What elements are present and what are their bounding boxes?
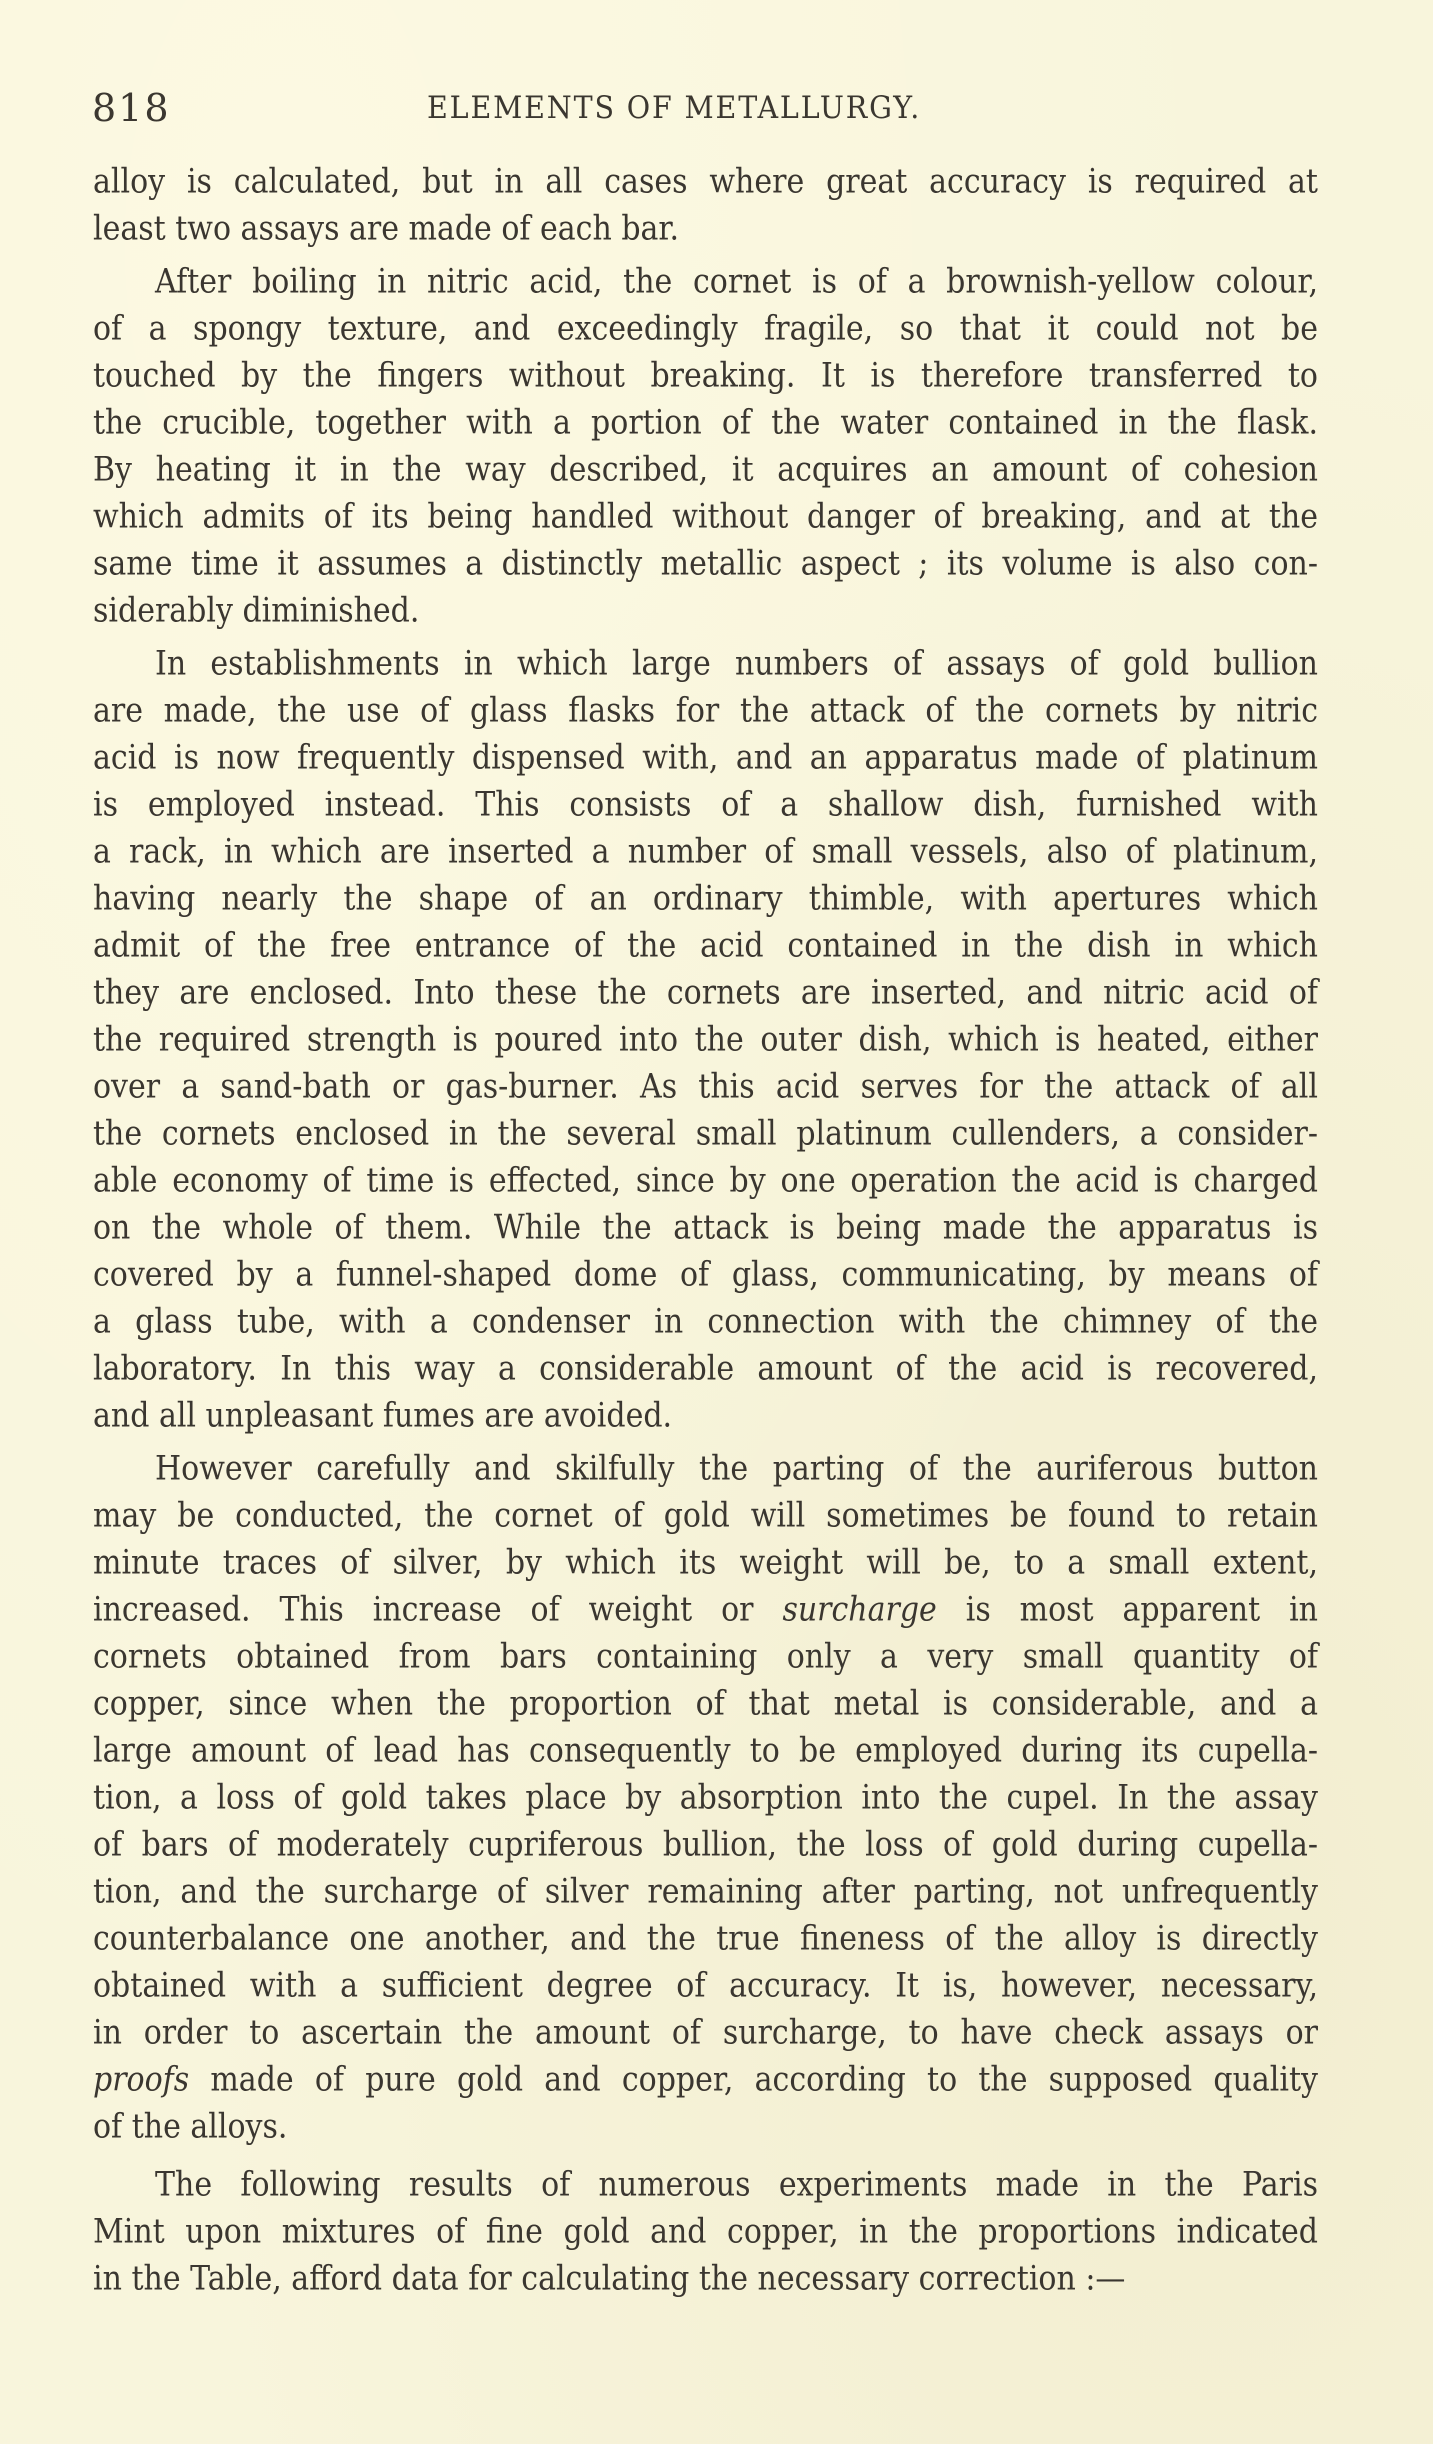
text-line: and all unpleasant fumes are avoided. bbox=[93, 1396, 673, 1436]
text-line: of a spongy texture, and exceedingly fragile, so that it could not be bbox=[93, 309, 1318, 349]
text-line: of bars of moderately cupriferous bullion, the loss of gold during cupella- bbox=[93, 1825, 1318, 1865]
text-line: over a sand-bath or gas-burner. As this acid serves for the attack of all bbox=[93, 1067, 1318, 1107]
text-line: Mint upon mixtures of fine gold and copper, in the proportions indicated bbox=[93, 2212, 1318, 2252]
page-number: 818 bbox=[92, 86, 171, 130]
text-line: counterbalance one another, and the true fineness of the alloy is directly bbox=[93, 1919, 1318, 1959]
text-line: alloy is calculated, but in all cases where great accuracy is required at bbox=[93, 162, 1318, 202]
text-line: the cornets enclosed in the several small platinum cullenders, a consider- bbox=[93, 1114, 1318, 1154]
text-line: in order to ascertain the amount of surcharge, to have check assays or bbox=[93, 2013, 1318, 2053]
text-line: In establishments in which large numbers of assays of gold bullion bbox=[155, 644, 1318, 684]
text-line: The following results of numerous experiments made in the Paris bbox=[155, 2165, 1318, 2205]
text-line: may be conducted, the cornet of gold will sometimes be found to retain bbox=[93, 1496, 1318, 1536]
text-line: which admits of its being handled without danger of breaking, and at the bbox=[93, 497, 1318, 537]
text-line: cornets obtained from bars containing only a very small quantity of bbox=[93, 1637, 1318, 1677]
text-line: tion, a loss of gold takes place by absorption into the cupel. In the assay bbox=[93, 1778, 1318, 1818]
text-line: copper, since when the proportion of that metal is considerable, and a bbox=[93, 1684, 1318, 1724]
text-line: a glass tube, with a condenser in connection with the chimney of the bbox=[93, 1302, 1318, 1342]
text-line: By heating it in the way described, it acquires an amount of cohesion bbox=[93, 450, 1318, 490]
text-line: laboratory. In this way a considerable amount of the acid is recovered, bbox=[93, 1349, 1318, 1389]
text-line: in the Table, afford data for calculating the necessary correction :— bbox=[93, 2259, 1126, 2299]
italic-term: surcharge bbox=[782, 1590, 937, 1630]
running-title: ELEMENTS OF METALLURGY. bbox=[427, 90, 922, 126]
text-line: on the whole of them. While the attack is being made the apparatus is bbox=[93, 1208, 1318, 1248]
text-line: minute traces of silver, by which its weight will be, to a small extent, bbox=[93, 1543, 1318, 1583]
text-line: a rack, in which are inserted a number of small vessels, also of platinum, bbox=[93, 832, 1318, 872]
text-line: able economy of time is effected, since by one operation the acid is charged bbox=[93, 1161, 1318, 1201]
text-line: same time it assumes a distinctly metallic aspect ; its volume is also con- bbox=[93, 544, 1318, 584]
text-line: After boiling in nitric acid, the cornet is of a brownish-yellow colour, bbox=[155, 262, 1318, 302]
text-line: admit of the free entrance of the acid contained in the dish in which bbox=[93, 926, 1318, 966]
text-line: acid is now frequently dispensed with, and an apparatus made of platinum bbox=[93, 738, 1318, 778]
text-line: siderably diminished. bbox=[93, 591, 420, 631]
text-line: is employed instead. This consists of a shallow dish, furnished with bbox=[93, 785, 1318, 825]
text-line: However carefully and skilfully the parting of the auriferous button bbox=[155, 1449, 1318, 1489]
text-line: the crucible, together with a portion of the water contained in the flask. bbox=[93, 403, 1318, 443]
text-line: are made, the use of glass flasks for the attack of the cornets by nitric bbox=[93, 691, 1318, 731]
text-line: tion, and the surcharge of silver remaining after parting, not unfrequently bbox=[93, 1872, 1318, 1912]
text-line: covered by a funnel-shaped dome of glass, communicating, by means of bbox=[93, 1255, 1318, 1295]
text-line: proofs made of pure gold and copper, according to the supposed quality bbox=[93, 2060, 1318, 2100]
text-line: they are enclosed. Into these the cornets are inserted, and nitric acid of bbox=[93, 973, 1318, 1013]
text-line: touched by the fingers without breaking. It is therefore transferred to bbox=[93, 356, 1318, 396]
text-line: increased. This increase of weight or surcharge is most apparent in bbox=[93, 1590, 1318, 1630]
running-head bbox=[92, 86, 1342, 136]
text-line: having nearly the shape of an ordinary thimble, with apertures which bbox=[93, 879, 1318, 919]
italic-term: proofs bbox=[93, 2060, 190, 2100]
text-line: of the alloys. bbox=[93, 2107, 288, 2147]
text-line: obtained with a sufficient degree of accuracy. It is, however, necessary, bbox=[93, 1966, 1318, 2006]
text-line: the required strength is poured into the outer dish, which is heated, either bbox=[93, 1020, 1318, 1060]
text-line: least two assays are made of each bar. bbox=[93, 209, 680, 249]
text-line: large amount of lead has consequently to be employed during its cupella- bbox=[93, 1731, 1318, 1771]
